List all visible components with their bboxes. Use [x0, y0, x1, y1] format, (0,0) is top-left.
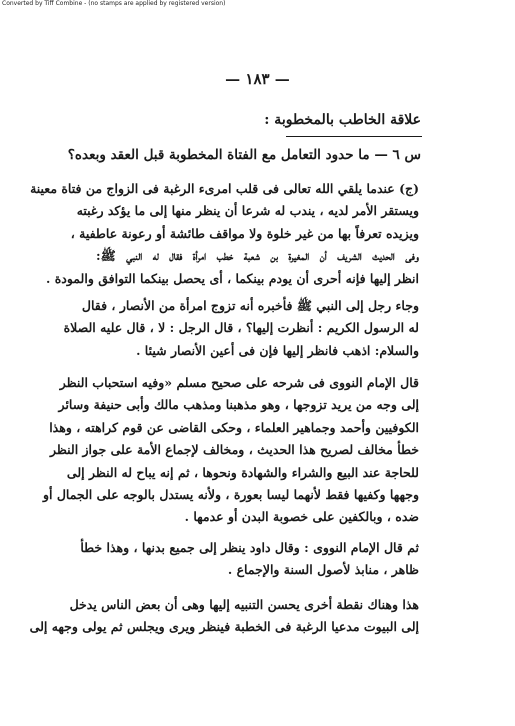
text-line: وجهها وكفيها فقط لأنهما ليسا بعورة ، ولأنه يستدل بالوجه على الجمال أو — [42, 486, 419, 502]
paragraph-answer — [30, 178, 419, 290]
text-line: للحاجة عند البيع والشراء والشهادة ونحوها ، ثم إنه يباح له النظر إلى — [66, 464, 419, 480]
paragraph-nawawi-commentary — [42, 372, 419, 529]
text-line: وجاء رجل إلى النبي ﷺ فأخبره أنه تزوج امرأة من الأنصار ، فقال — [81, 298, 419, 313]
heading-underline — [286, 136, 422, 137]
text-line: والسلام: اذهب فانظر إليها فإن فى أعين الأنصار شيئا . — [136, 342, 419, 358]
text-line: ظاهر ، منابذ لأصول السنة والإجماع . — [227, 562, 419, 578]
section-heading: علاقة الخاطب بالمخطوبة : — [264, 112, 421, 128]
converter-watermark: Converted by Tiff Combine - (no stamps are applied by registered version) — [2, 0, 226, 7]
text-line: وفى الحديث الشريف أن المغيرة بن شعبة خطب امرأة فقال له النبي ﷺ: — [96, 248, 419, 264]
text-line: خطأ مخالف لصريح هذا الحديث ، ومخالف لإجماع الأمة على جواز النظر — [49, 442, 419, 458]
text-line: ثم قال الإمام النووى : وقال داود ينظر إلى جميع بدنها ، وهذا خطأ — [80, 540, 419, 555]
text-line: ويستقر الأمر لديه ، يندب له شرعا أن ينظر منها إلى ما يؤكد رغبته — [76, 203, 419, 219]
text-line: هذا وهناك نقطة أخرى يحسن التنبيه إليها وهى أن بعض الناس يدخل — [69, 597, 419, 612]
paragraph-dawud-opinion — [80, 537, 419, 582]
text-line: (ج) عندما يلقي الله تعالى فى قلب امرىء الرغبة فى الزواج من فتاة معينة — [30, 181, 419, 196]
text-line: الكوفيين وأحمد وجماهير العلماء ، وحكى القاضى عن قوم كراهته ، وهذا — [49, 419, 419, 435]
text-line: انظر إليها فإنه أحرى أن يودم بينكما ، أى يحصل بينكما التوافق والمودة . — [46, 270, 419, 286]
text-line: ضده ، وبالكفين على خصوبة البدن أو عدمها . — [184, 509, 419, 525]
text-line: ويزيده تعرفاً بها من غير خلوة ولا مواقف طائشة أو رعونة عاطفية ، — [70, 225, 419, 241]
text-line: قال الإمام النووى فى شرحه على صحيح مسلم «وفيه استحباب النظر — [59, 375, 419, 390]
text-line: إلى البيوت مدعيا الرغبة فى الخطبة فينظر ويرى ويجلس ثم يولى وجهه إلى — [29, 619, 419, 635]
paragraph-warning — [29, 594, 419, 639]
paragraph-ansari-story — [63, 295, 419, 362]
question-heading: س ٦ — ما حدود التعامل مع الفتاة المخطوبة قبل العقد وبعده؟ — [67, 147, 421, 163]
page-number: — ١٨٣ — — [225, 70, 290, 88]
text-line: إلى وجه من يريد تزوجها ، وهو مذهبنا ومذهب مالك وأبى حنيفة وسائر — [58, 397, 419, 413]
text-line: له الرسول الكريم : أنظرت إليها؟ ، قال الرجل : لا ، قال عليه الصلاة — [63, 320, 419, 336]
